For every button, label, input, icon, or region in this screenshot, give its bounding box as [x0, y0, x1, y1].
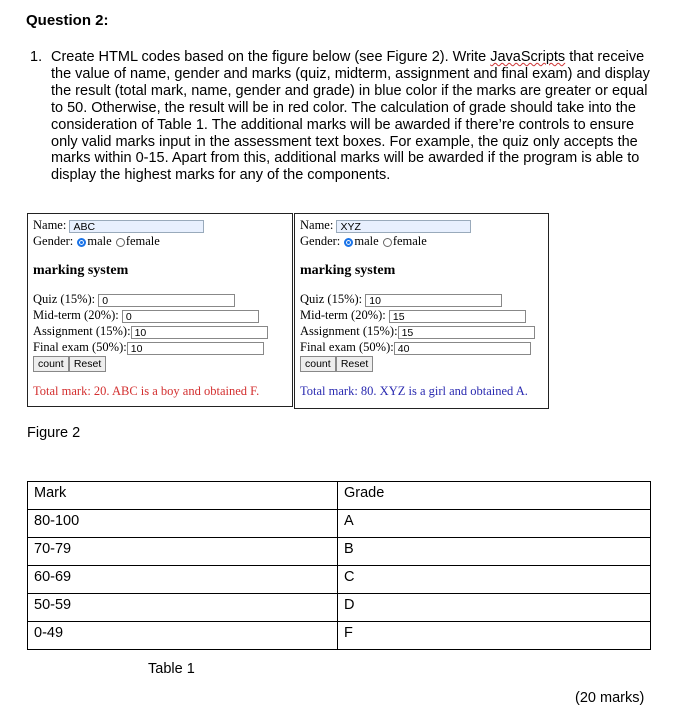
cell-mark: 70-79: [28, 538, 338, 566]
name-input[interactable]: ABC: [69, 220, 204, 233]
male-label: male: [354, 234, 379, 248]
male-radio[interactable]: [344, 238, 353, 247]
cell-mark: 80-100: [28, 510, 338, 538]
section-heading: marking system: [33, 263, 129, 278]
final-row: [300, 339, 543, 355]
assignment-input[interactable]: 10: [131, 326, 268, 339]
text-javascripts: JavaScripts: [490, 49, 566, 65]
midterm-row: [300, 307, 543, 323]
assignment-input[interactable]: 15: [398, 326, 535, 339]
count-button[interactable]: count: [33, 356, 69, 372]
female-label: female: [125, 234, 160, 248]
gender-label: Gender:: [33, 234, 77, 248]
marks-label: (20 marks): [575, 690, 645, 706]
gender-row: [300, 233, 543, 249]
midterm-row: [33, 307, 287, 323]
header-grade: Grade: [338, 482, 651, 510]
quiz-label: Quiz (15%):: [300, 292, 366, 306]
grade-table: [27, 481, 651, 650]
assignment-row: [33, 323, 287, 339]
cell-mark: 0-49: [28, 622, 338, 650]
table-row: [28, 594, 651, 622]
table-row: [28, 566, 651, 594]
name-label: Name:: [33, 218, 70, 232]
female-label: female: [392, 234, 427, 248]
question-title: Question 2:: [26, 12, 109, 29]
count-button[interactable]: count: [300, 356, 336, 372]
table-row: [28, 538, 651, 566]
name-row: [33, 217, 287, 233]
cell-mark: 60-69: [28, 566, 338, 594]
assignment-label: Assignment (15%):: [33, 324, 131, 338]
question-text: [51, 49, 661, 184]
form-panel-1: [27, 213, 293, 407]
assignment-row: [300, 323, 543, 339]
final-input[interactable]: 10: [127, 342, 264, 355]
cell-mark: 50-59: [28, 594, 338, 622]
name-label: Name:: [300, 218, 337, 232]
cell-grade: F: [338, 622, 651, 650]
text-pre: Create HTML codes based on the figure below (see Figure 2). Write: [51, 49, 491, 65]
midterm-label: Mid-term (20%):: [300, 308, 389, 322]
quiz-row: [300, 291, 543, 307]
table-header-row: [28, 482, 651, 510]
male-radio[interactable]: [77, 238, 86, 247]
button-row: [300, 355, 543, 371]
cell-grade: D: [338, 594, 651, 622]
final-label: Final exam (50%):: [33, 340, 127, 354]
gender-row: [33, 233, 287, 249]
text-post: that receive the value of name, gender and marks (quiz, midterm, assignment and final exam) and display the result (total mark, name, gender and grade) in blue color if the marks are greater or equal to 50. Otherwise, the result will be in red color. The calculation of grade should take into the consideration of Table 1. The additional marks will be awarded if there’re controls to ensure only valid marks input in the assessment text boxes. For example, the quiz only accepts the marks within 0-15. Apart from this, additional marks will be awarded if the program is able to display the highest marks for any of the components.: [51, 49, 650, 184]
reset-button[interactable]: Reset: [69, 356, 106, 372]
form-panel-2: [294, 213, 549, 409]
final-input[interactable]: 40: [394, 342, 531, 355]
item-number: 1.: [30, 49, 43, 65]
figure-caption: Figure 2: [27, 425, 81, 441]
quiz-input[interactable]: 10: [365, 294, 502, 307]
quiz-label: Quiz (15%):: [33, 292, 99, 306]
reset-button[interactable]: Reset: [336, 356, 373, 372]
midterm-input[interactable]: 15: [389, 310, 526, 323]
midterm-input[interactable]: 0: [122, 310, 259, 323]
assignment-label: Assignment (15%):: [300, 324, 398, 338]
male-label: male: [87, 234, 112, 248]
table-row: [28, 622, 651, 650]
female-radio[interactable]: [383, 238, 392, 247]
section-heading: marking system: [300, 263, 396, 278]
name-row: [300, 217, 543, 233]
result-text: Total mark: 20. ABC is a boy and obtained F.: [33, 384, 260, 398]
quiz-input[interactable]: 0: [98, 294, 235, 307]
cell-grade: C: [338, 566, 651, 594]
quiz-row: [33, 291, 287, 307]
header-mark: Mark: [28, 482, 338, 510]
name-input[interactable]: XYZ: [336, 220, 471, 233]
result-text: Total mark: 80. XYZ is a girl and obtained A.: [300, 384, 528, 398]
table-caption: Table 1: [148, 661, 195, 677]
button-row: [33, 355, 287, 371]
cell-grade: A: [338, 510, 651, 538]
final-row: [33, 339, 287, 355]
cell-grade: B: [338, 538, 651, 566]
table-row: [28, 510, 651, 538]
final-label: Final exam (50%):: [300, 340, 394, 354]
female-radio[interactable]: [116, 238, 125, 247]
midterm-label: Mid-term (20%):: [33, 308, 122, 322]
gender-label: Gender:: [300, 234, 344, 248]
